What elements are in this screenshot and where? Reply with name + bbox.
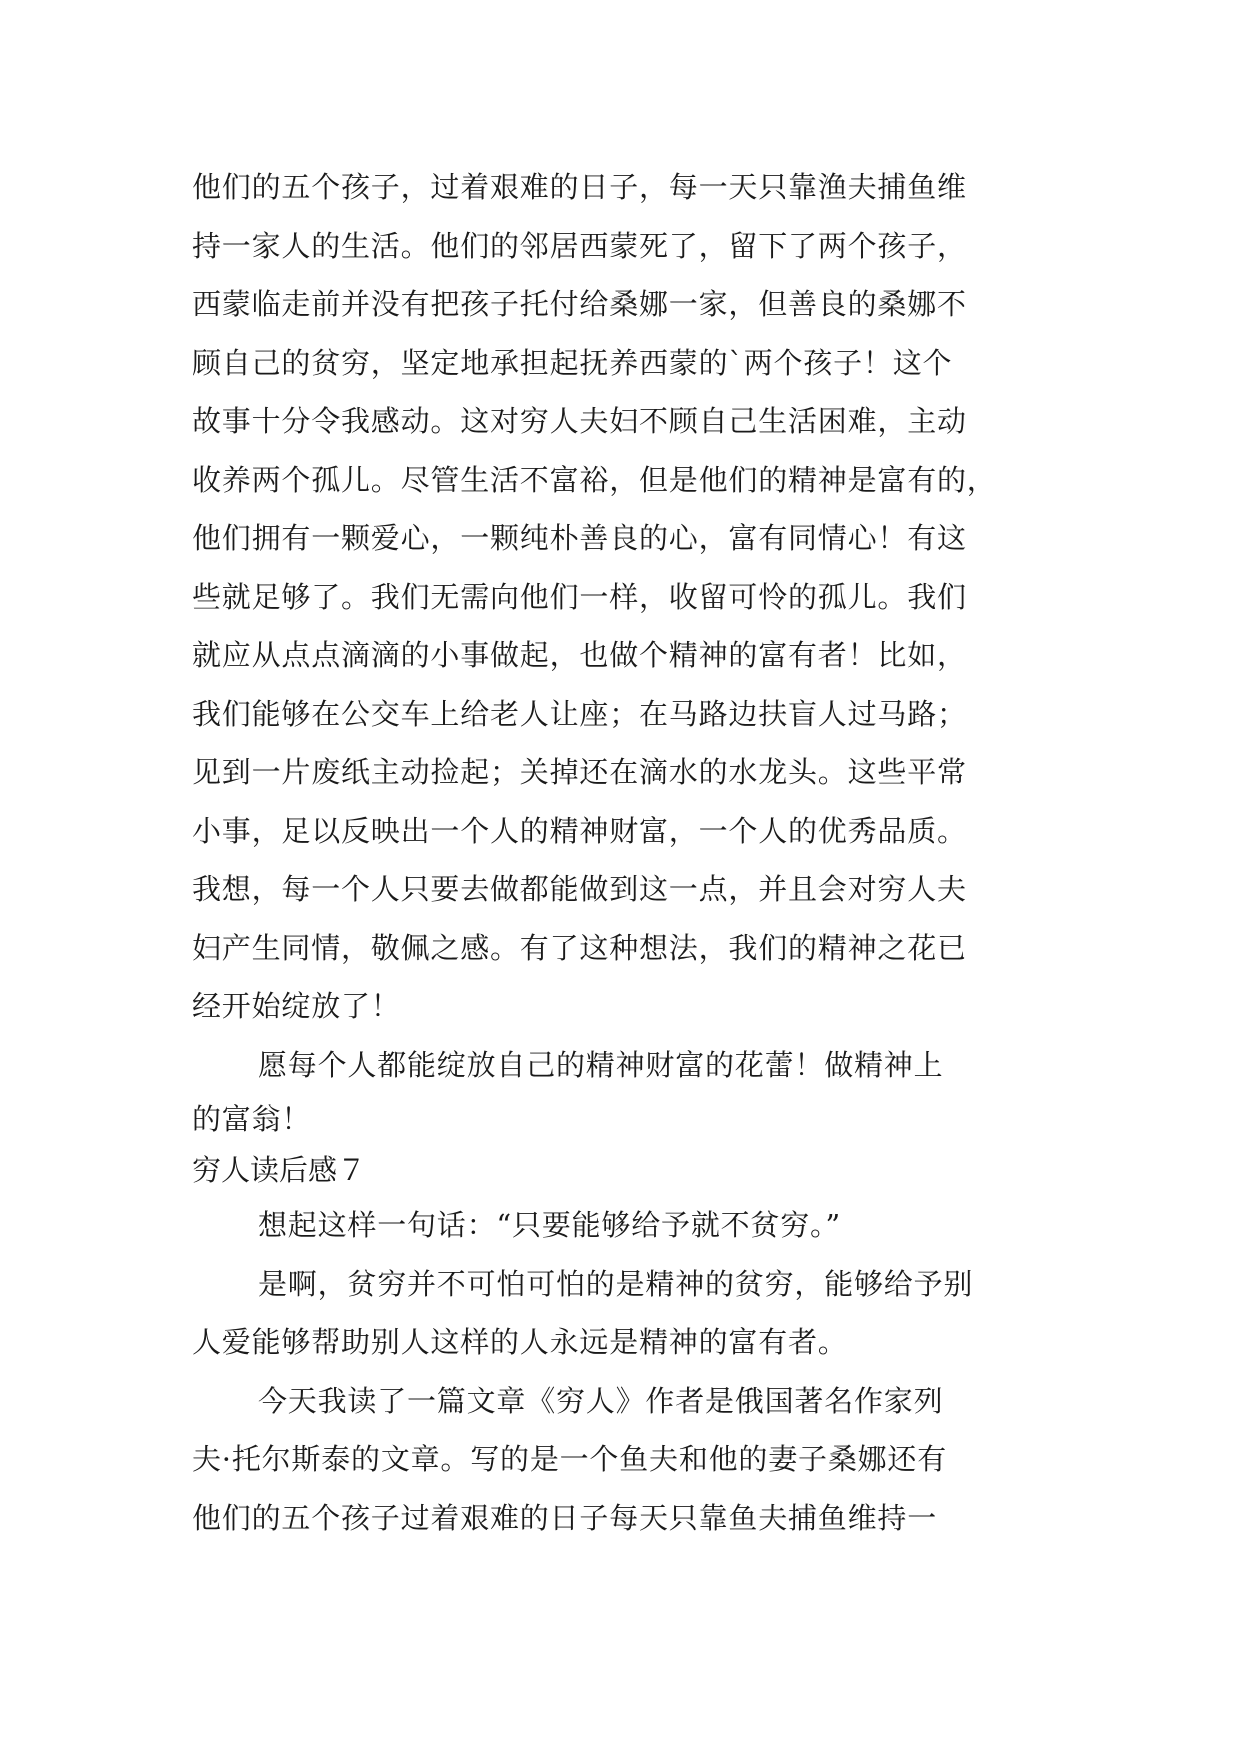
text-line: 我们能够在公交车上给老人让座；在马路边扶盲人过马路； xyxy=(192,696,967,731)
text-line: 的富翁！ xyxy=(192,1102,312,1136)
text-line: 些就足够了。我们无需向他们一样，收留可怜的孤儿。我们 xyxy=(192,579,967,614)
text-line: 他们拥有一颗爱心，一颗纯朴善良的心，富有同情心！有这 xyxy=(192,521,967,555)
text-line: 就应从点点滴滴的小事做起，也做个精神的富有者！比如， xyxy=(192,638,967,672)
text-line: 我想，每一个人只要去做都能做到这一点，并且会对穷人夫 xyxy=(192,872,967,906)
text-line: 西蒙临走前并没有把孩子托付给桑娜一家，但善良的桑娜不 xyxy=(192,287,967,321)
section-heading: 穷人读后感７ xyxy=(192,1153,367,1187)
paragraph-first-line: 想起这样一句话：“只要能够给予就不贫穷。” xyxy=(258,1208,841,1242)
paragraph-first-line: 今天我读了一篇文章《穷人》作者是俄国著名作家列 xyxy=(258,1383,944,1418)
text-line: 顾自己的贫穷，坚定地承担起抚养西蒙的`两个孩子！这个 xyxy=(192,345,953,380)
text-line: 妇产生同情，敬佩之感。有了这种想法，我们的精神之花已 xyxy=(192,930,967,965)
text-line: 人爱能够帮助别人这样的人永远是精神的富有者。 xyxy=(192,1325,848,1359)
paragraph-first-line: 愿每个人都能绽放自己的精神财富的花蕾！做精神上 xyxy=(258,1047,944,1082)
text-line: 夫·托尔斯泰的文章。写的是一个鱼夫和他的妻子桑娜还有 xyxy=(192,1442,948,1476)
text-line: 收养两个孤儿。尽管生活不富裕，但是他们的精神是富有的， xyxy=(192,462,997,497)
text-line: 他们的五个孩子，过着艰难的日子，每一天只靠渔夫捕鱼维 xyxy=(192,170,967,204)
text-line: 故事十分令我感动。这对穷人夫妇不顾自己生活困难，主动 xyxy=(192,404,967,438)
text-line: 持一家人的生活。他们的邻居西蒙死了，留下了两个孩子， xyxy=(192,228,967,263)
text-line: 小事，足以反映出一个人的精神财富，一个人的优秀品质。 xyxy=(192,813,967,848)
text-line: 他们的五个孩子过着艰难的日子每天只靠鱼夫捕鱼维持一 xyxy=(192,1500,938,1535)
paragraph-first-line: 是啊，贫穷并不可怕可怕的是精神的贫穷，能够给予别 xyxy=(258,1266,974,1301)
text-line: 见到一片废纸主动捡起；关掉还在滴水的水龙头。这些平常 xyxy=(192,755,967,789)
document-body xyxy=(192,158,1054,1547)
text-line: 经开始绽放了！ xyxy=(192,989,401,1023)
